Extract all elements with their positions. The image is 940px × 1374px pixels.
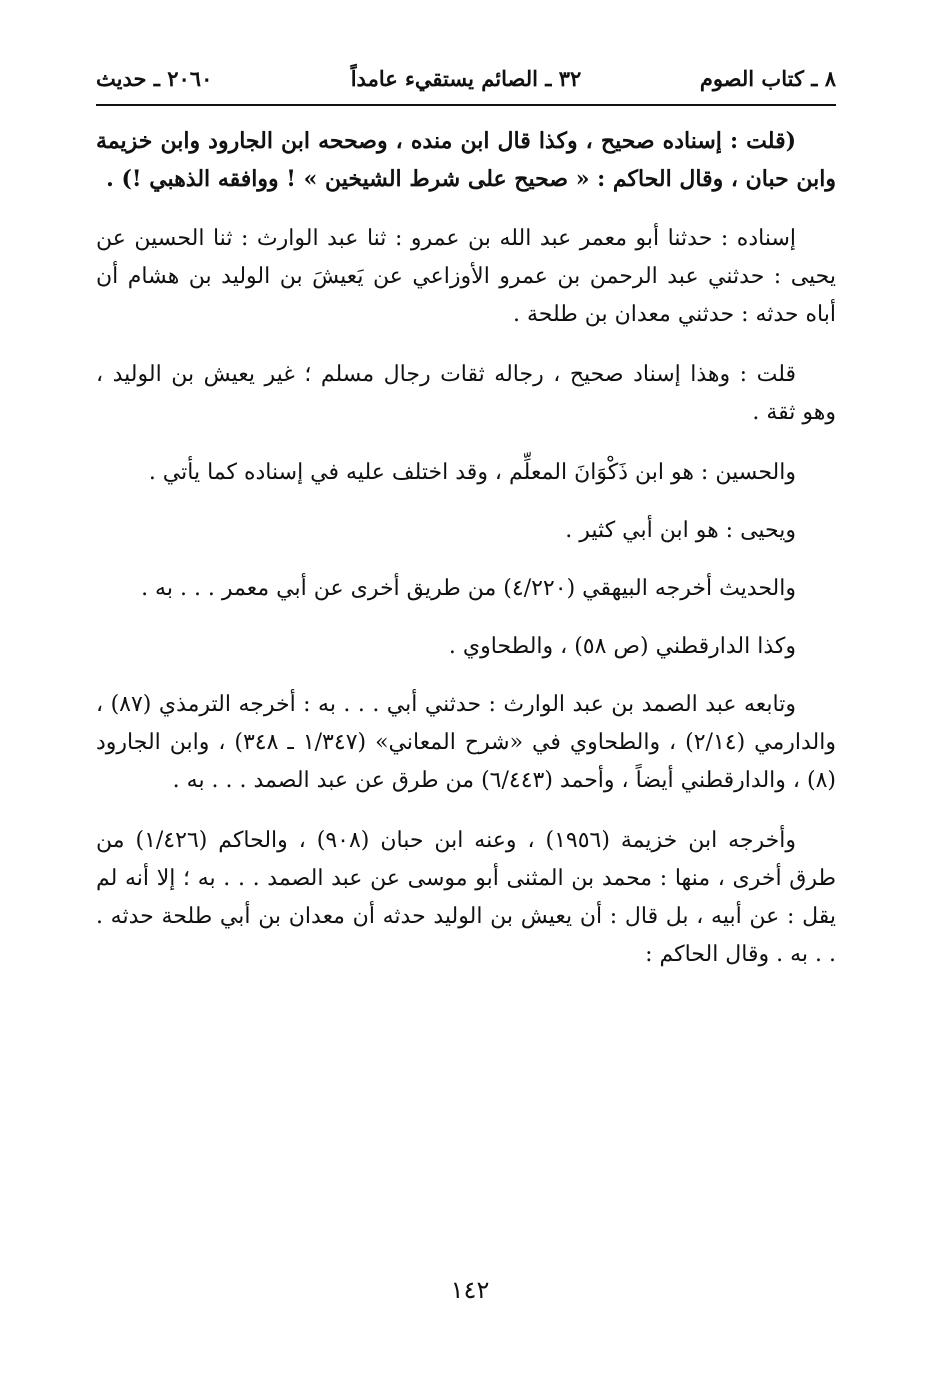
header-book-title: ٨ ـ كتاب الصوم xyxy=(699,66,836,91)
header-hadith-number: ٢٠٦٠ ـ حديث xyxy=(96,66,213,91)
paragraph-narrator-husain: والحسين : هو ابن ذَكْوَانَ المعلِّم ، وقد اختلف عليه في إسناده كما يأتي . xyxy=(148,460,796,485)
paragraph-bayhaqi: والحديث أخرجه البيهقي (٤/٢٢٠) من طريق أخرى عن أبي معمر . . . به . xyxy=(141,576,796,601)
paragraph-comment: قلت : وهذا إسناد صحيح ، رجاله ثقات رجال مسلم ؛ غير يعيش بن الوليد ، وهو ثقة . xyxy=(96,362,836,425)
paragraph-isnad: إسناده : حدثنا أبو معمر عبد الله بن عمرو : ثنا عبد الوارث : ثنا الحسين عن يحيى : حدثني عبد الرحمن بن عمرو الأوزاعي عن يَعيشَ بن الوليد بن هشام أن أباه حدثه : حدثني معدان بن طلحة . xyxy=(96,226,836,327)
paragraph-other-routes: وأخرجه ابن خزيمة (١٩٥٦) ، وعنه ابن حبان (٩٠٨) ، والحاكم (١/٤٢٦) من طرق أخرى ، منها : محمد بن المثنى أبو موسى عن عبد الصمد . . . به ؛ إلا أنه لم يقل : عن أبيه ، بل قال : أن يعيش بن الوليد حدثه أن معدان بن أبي طلحة حدثه . . . به . وقال الحاكم : xyxy=(96,828,836,967)
header-divider xyxy=(96,104,836,106)
page-number: ١٤٢ xyxy=(450,1276,490,1304)
running-header xyxy=(96,66,836,100)
paragraph-daraqutni: وكذا الدارقطني (ص ٥٨) ، والطحاوي . xyxy=(448,634,796,659)
paragraph-narrator-yahya: ويحيى : هو ابن أبي كثير . xyxy=(565,518,796,543)
paragraph-corroboration: وتابعه عبد الصمد بن عبد الوارث : حدثني أبي . . . به : أخرجه الترمذي (٨٧) ، والدارمي (٢/١٤) ، والطحاوي في «شرح المعاني» (١/٣٤٧ ـ ٣٤٨) ، وابن الجارود (٨) ، والدارقطني أيضاً ، وأحمد (٦/٤٤٣) من طرق عن عبد الصمد . . . به . xyxy=(96,692,836,793)
page-body xyxy=(96,122,836,996)
paragraph-ruling: (قلت : إسناده صحيح ، وكذا قال ابن منده ، وصححه ابن الجارود وابن خزيمة وابن حبان ، وقال الحاكم : « صحيح على شرط الشيخين » ! ووافقه الذهبي !) . xyxy=(96,128,836,192)
header-chapter-title: ٣٢ ـ الصائم يستقيء عامداً xyxy=(350,66,582,91)
